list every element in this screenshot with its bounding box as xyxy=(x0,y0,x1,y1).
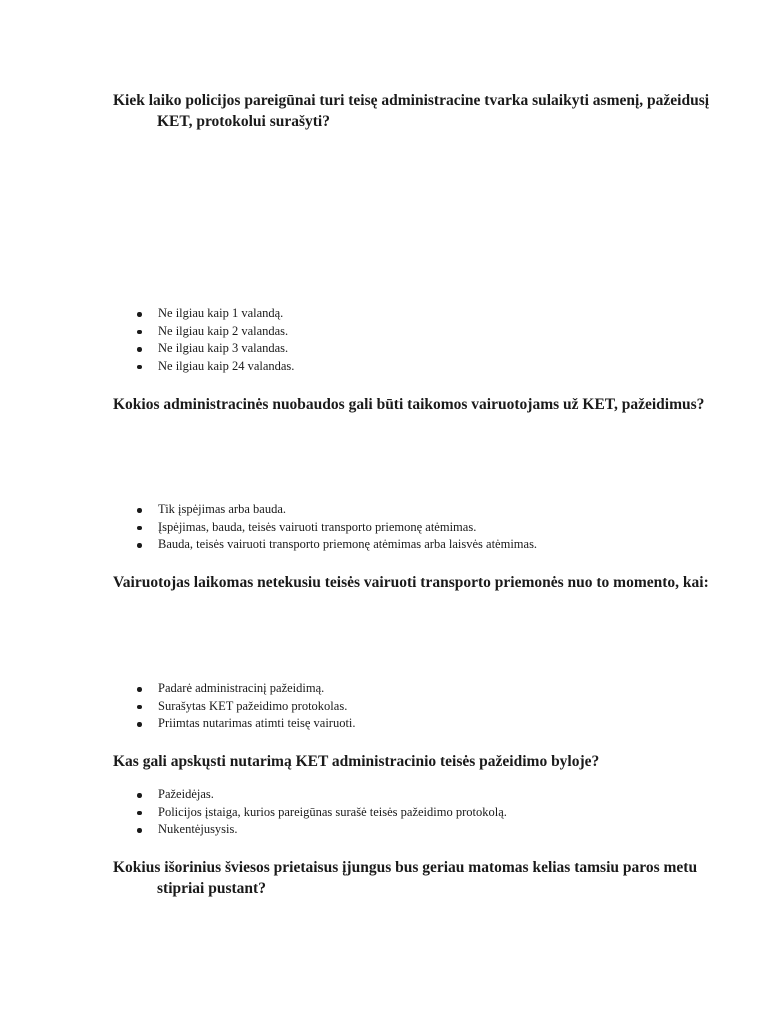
answer-option: Ne ilgiau kaip 3 valandas. xyxy=(130,340,294,358)
answer-list-3 xyxy=(130,680,356,733)
answer-option: Ne ilgiau kaip 2 valandas. xyxy=(130,323,294,341)
answer-option: Pažeidėjas. xyxy=(130,786,507,804)
answer-option: Surašytas KET pažeidimo protokolas. xyxy=(130,698,356,716)
question-5: Kokius išorinius šviesos prietaisus įjungus bus geriau matomas kelias tamsiu paros metu stipriai pustant? xyxy=(113,859,698,897)
answer-option: Padarė administracinį pažeidimą. xyxy=(130,680,356,698)
answer-option: Policijos įstaiga, kurios pareigūnas surašė teisės pažeidimo protokolą. xyxy=(130,804,507,822)
answer-option: Nukentėjusysis. xyxy=(130,821,507,839)
answer-option: Ne ilgiau kaip 1 valandą. xyxy=(130,305,294,323)
question-2: Kokios administracinės nuobaudos gali būti taikomos vairuotojams už KET, pažeidimus? xyxy=(113,396,705,413)
question-4: Kas gali apskųsti nutarimą KET administracinio teisės pažeidimo byloje? xyxy=(113,753,600,770)
answer-list-2 xyxy=(130,501,537,554)
answer-list-4 xyxy=(130,786,507,839)
question-3: Vairuotojas laikomas netekusiu teisės vairuoti transporto priemonės nuo to momento, kai: xyxy=(113,574,709,591)
answer-option: Priimtas nutarimas atimti teisę vairuoti. xyxy=(130,715,356,733)
answer-option: Tik įspėjimas arba bauda. xyxy=(130,501,537,519)
answer-list-1 xyxy=(130,305,294,375)
answer-option: Bauda, teisės vairuoti transporto priemonę atėmimas arba laisvės atėmimas. xyxy=(130,536,537,554)
question-1: Kiek laiko policijos pareigūnai turi teisę administracine tvarka sulaikyti asmenį, pažeidusį KET, protokolui surašyti? xyxy=(113,92,710,130)
answer-option: Ne ilgiau kaip 24 valandas. xyxy=(130,358,294,376)
answer-option: Įspėjimas, bauda, teisės vairuoti transporto priemonę atėmimas. xyxy=(130,519,537,537)
